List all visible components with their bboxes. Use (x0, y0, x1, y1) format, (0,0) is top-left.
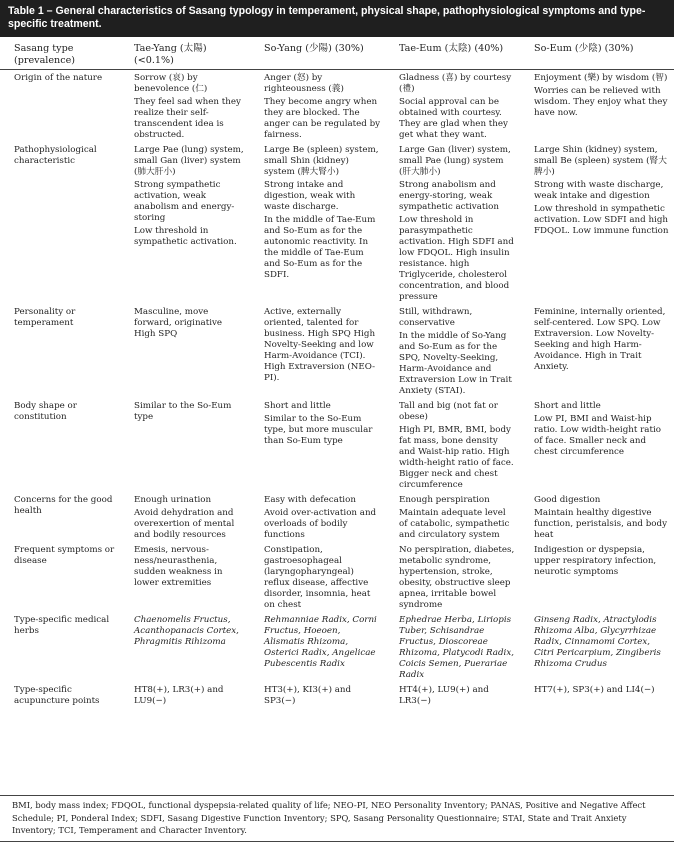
table-cell (250, 542, 385, 612)
table-cell (120, 304, 250, 398)
table-cell (385, 398, 520, 492)
table-cell (120, 492, 250, 542)
table-cell (520, 612, 674, 682)
table-cell (120, 142, 250, 304)
table-cell (385, 304, 520, 398)
cell-paragraph: HT8(+), LR3(+) and LU9(−) (134, 685, 224, 706)
row-label: Frequent symptoms or disease (14, 545, 115, 566)
table-cell (520, 142, 674, 304)
table-cell (250, 398, 385, 492)
cell-paragraph: Good digestion (534, 495, 601, 505)
table-cell (385, 612, 520, 682)
header-cell: Tae-Eum (太陰) (40%) (399, 43, 504, 54)
cell-paragraph: Large Shin (kidney) system, small Be (spleen) system (腎大脾小) (534, 145, 667, 177)
table-cell (120, 398, 250, 492)
header-cell: So-Eum (少陰) (30%) (534, 43, 634, 54)
cell-paragraph: Strong sympathetic activation, weak anabolism and energy-storing (134, 180, 235, 223)
table-title: Table 1 – General characteristics of Sasang typology in temperament, physical shape, pathophysiological symptoms and type-specific treatment. (0, 0, 674, 37)
cell-paragraph: HT3(+), KI3(+) and SP3(−) (264, 685, 352, 706)
cell-paragraph: HT7(+), SP3(+) and LI4(−) (534, 685, 655, 695)
table-cell (250, 70, 385, 143)
header-cell: Sasang type (prevalence) (14, 43, 76, 66)
cell-paragraph: Low threshold in parasympathetic activation. High SDFI and low FDQOL. High insulin resistance. high Triglyceride, cholesterol concentration, and blood pressure (399, 215, 514, 302)
cell-paragraph: Ginseng Radix, Atractylodis Rhizoma Alba, Glycyrrhizae Radix, Cinnamomi Cortex, Citri Pericarpium, Zingiberis Rhizoma Crudus (534, 615, 661, 669)
cell-paragraph: Enough urination (134, 495, 212, 505)
cell-paragraph: Strong intake and digestion, weak with waste discharge. (264, 180, 356, 212)
cell-paragraph: Chaenomelis Fructus, Acanthopanacis Cortex, Phragmitis Rihizoma (134, 615, 239, 647)
cell-paragraph: Strong anabolism and energy-storing, weak sympathetic activation (399, 180, 499, 212)
table-cell (120, 70, 250, 143)
cell-paragraph: Feminine, internally oriented, self-centered. Low SPQ. Low Extraversion. Low Novelty-Seeking and high Harm-Avoidance. High in Trait Anxiety. (534, 307, 666, 372)
cell-paragraph: High PI, BMR, BMI, body fat mass, bone density and Waist-hip ratio. High width-height ratio of face. Bigger neck and chest circumference (399, 425, 514, 490)
table-row (0, 612, 674, 682)
table-cell (385, 142, 520, 304)
table-cell (520, 492, 674, 542)
cell-paragraph: Large Pae (lung) system, small Gan (liver) system (肺大肝小) (134, 145, 244, 177)
table-cell (250, 682, 385, 708)
cell-paragraph: Still, withdrawn, conservative (399, 307, 473, 328)
cell-paragraph: Gladness (喜) by courtesy (禮) (399, 73, 512, 94)
cell-paragraph: Active, externally oriented, talented for business. High SPQ High Novelty-Seeking and low Harm-Avoidance (TCI). High Extraversion (NEO-PI). (264, 307, 376, 383)
cell-paragraph: Masculine, move forward, originative High SPQ (134, 307, 223, 339)
cell-paragraph: Large Be (spleen) system, small Shin (kidney) system (脾大腎小) (264, 145, 379, 177)
header-cell: So-Yang (少陽) (30%) (264, 43, 364, 54)
table-cell (250, 304, 385, 398)
cell-paragraph: Anger (怒) by righteousness (義) (264, 73, 344, 94)
cell-paragraph: Maintain healthy digestive function, peristalsis, and body heat (534, 508, 668, 540)
row-label: Origin of the nature (14, 73, 103, 83)
table-row (0, 304, 674, 398)
cell-paragraph: Short and little (534, 401, 601, 411)
cell-paragraph: Worries can be relieved with wisdom. They enjoy what they have now. (534, 86, 668, 118)
table-row (0, 398, 674, 492)
table-row (0, 142, 674, 304)
table-row (0, 542, 674, 612)
table-cell (520, 682, 674, 708)
row-label: Type-specific acupuncture points (14, 685, 100, 706)
table-cell (385, 492, 520, 542)
cell-paragraph: Similar to the So-Eum type (134, 401, 232, 422)
cell-paragraph: Strong with waste discharge, weak intake and digestion (534, 180, 664, 201)
cell-paragraph: Sorrow (哀) by benevolence (仁) (134, 73, 208, 94)
cell-paragraph: Indigestion or dyspepsia, upper respiratory infection, neurotic symptoms (534, 545, 657, 577)
table-cell (520, 542, 674, 612)
cell-paragraph: In the middle of Tae-Eum and So-Eum as for the autonomic reactivity. In the middle of Tae-Eum and So-Eum as for the SDFI. (264, 215, 376, 280)
cell-paragraph: Enough perspiration (399, 495, 490, 505)
cell-paragraph: Social approval can be obtained with courtesy. They are glad when they get what they want. (399, 97, 508, 140)
table-cell (250, 612, 385, 682)
row-label: Concerns for the good health (14, 495, 113, 516)
table-cell (385, 682, 520, 708)
row-label: Pathophysiological characteristic (14, 145, 97, 166)
cell-paragraph: HT4(+), LU9(+) and LR3(−) (399, 685, 489, 706)
row-label: Type-specific medical herbs (14, 615, 110, 636)
table-cell (385, 542, 520, 612)
table-cell (250, 492, 385, 542)
table-cell (520, 398, 674, 492)
cell-paragraph: Avoid dehydration and overexertion of mental and bodily resources (134, 508, 235, 540)
table-cell (120, 682, 250, 708)
header-row (0, 40, 674, 70)
cell-paragraph: In the middle of So-Yang and So-Eum as for the SPQ, Novelty-Seeking, Harm-Avoidance and Extraversion Low in Trait Anxiety (STAI). (399, 331, 512, 396)
table-row (0, 492, 674, 542)
cell-paragraph: They become angry when they are blocked. The anger can be regulated by fairness. (264, 97, 381, 140)
cell-paragraph: Large Gan (liver) system, small Pae (lung) system (肝大肺小) (399, 145, 511, 177)
cell-paragraph: Avoid over-activation and overloads of bodily functions (264, 508, 377, 540)
table-cell (520, 304, 674, 398)
cell-paragraph: Low PI, BMI and Waist-hip ratio. Low width-height ratio of face. Smaller neck and chest circumference (534, 414, 661, 457)
cell-paragraph: They feel sad when they realize their self-transcendent idea is obstructed. (134, 97, 241, 140)
table-row (0, 682, 674, 708)
table-cell (250, 142, 385, 304)
table-cell (385, 70, 520, 143)
cell-paragraph: Similar to the So-Eum type, but more muscular than So-Eum type (264, 414, 373, 446)
cell-paragraph: No perspiration, diabetes, metabolic syndrome, hypertension, stroke, obesity, obstructive sleep apnea, irritable bowel syndrome (399, 545, 515, 610)
cell-paragraph: Enjoyment (樂) by wisdom (智) (534, 73, 668, 83)
row-label: Body shape or constitution (14, 401, 77, 422)
cell-paragraph: Emesis, nervous-ness/neurasthenia, sudden weakness in lower extremities (134, 545, 223, 588)
cell-paragraph: Constipation, gastroesophageal (laryngopharyngeal) reflux disease, affective disorder, insomnia, heat on chest (264, 545, 371, 610)
cell-paragraph: Tall and big (not fat or obese) (399, 401, 498, 422)
table-footnote: BMI, body mass index; FDQOL, functional dyspepsia-related quality of life; NEO-PI, NEO Personality Inventory; PANAS, Positive and Negative Affect Schedule; PI, Ponderal Index; SDFI, Sasang Digestive Function Inventory; SPQ, Sasang Personality Questionnaire; STAI, State and Trait Anxiety Inventory; TCI, Temperament and Character Inventory. (0, 795, 674, 842)
table-cell (120, 612, 250, 682)
cell-paragraph: Ephedrae Herba, Liriopis Tuber, Schisandrae Fructus, Dioscoreae Rhizoma, Platycodi Radix, Coicis Semen, Puerariae Radix (399, 615, 514, 680)
table-body (0, 70, 674, 709)
table-cell (520, 70, 674, 143)
cell-paragraph: Low threshold in sympathetic activation. (134, 226, 237, 247)
sasang-table (0, 40, 674, 708)
header-cell: Tae-Yang (太陽) (<0.1%) (134, 43, 207, 66)
cell-paragraph: Rehmanniae Radix, Corni Fructus, Hoeoen, Alismatis Rhizoma, Osterici Radix, Angelicae Pubescentis Radix (264, 615, 377, 669)
cell-paragraph: Short and little (264, 401, 331, 411)
cell-paragraph: Low threshold in sympathetic activation. Low SDFI and high FDQOL. Low immune function (534, 204, 669, 236)
cell-paragraph: Easy with defecation (264, 495, 356, 505)
table-row (0, 70, 674, 143)
cell-paragraph: Maintain adequate level of catabolic, sympathetic and circulatory system (399, 508, 510, 540)
table-cell (120, 542, 250, 612)
row-label: Personality or temperament (14, 307, 76, 328)
